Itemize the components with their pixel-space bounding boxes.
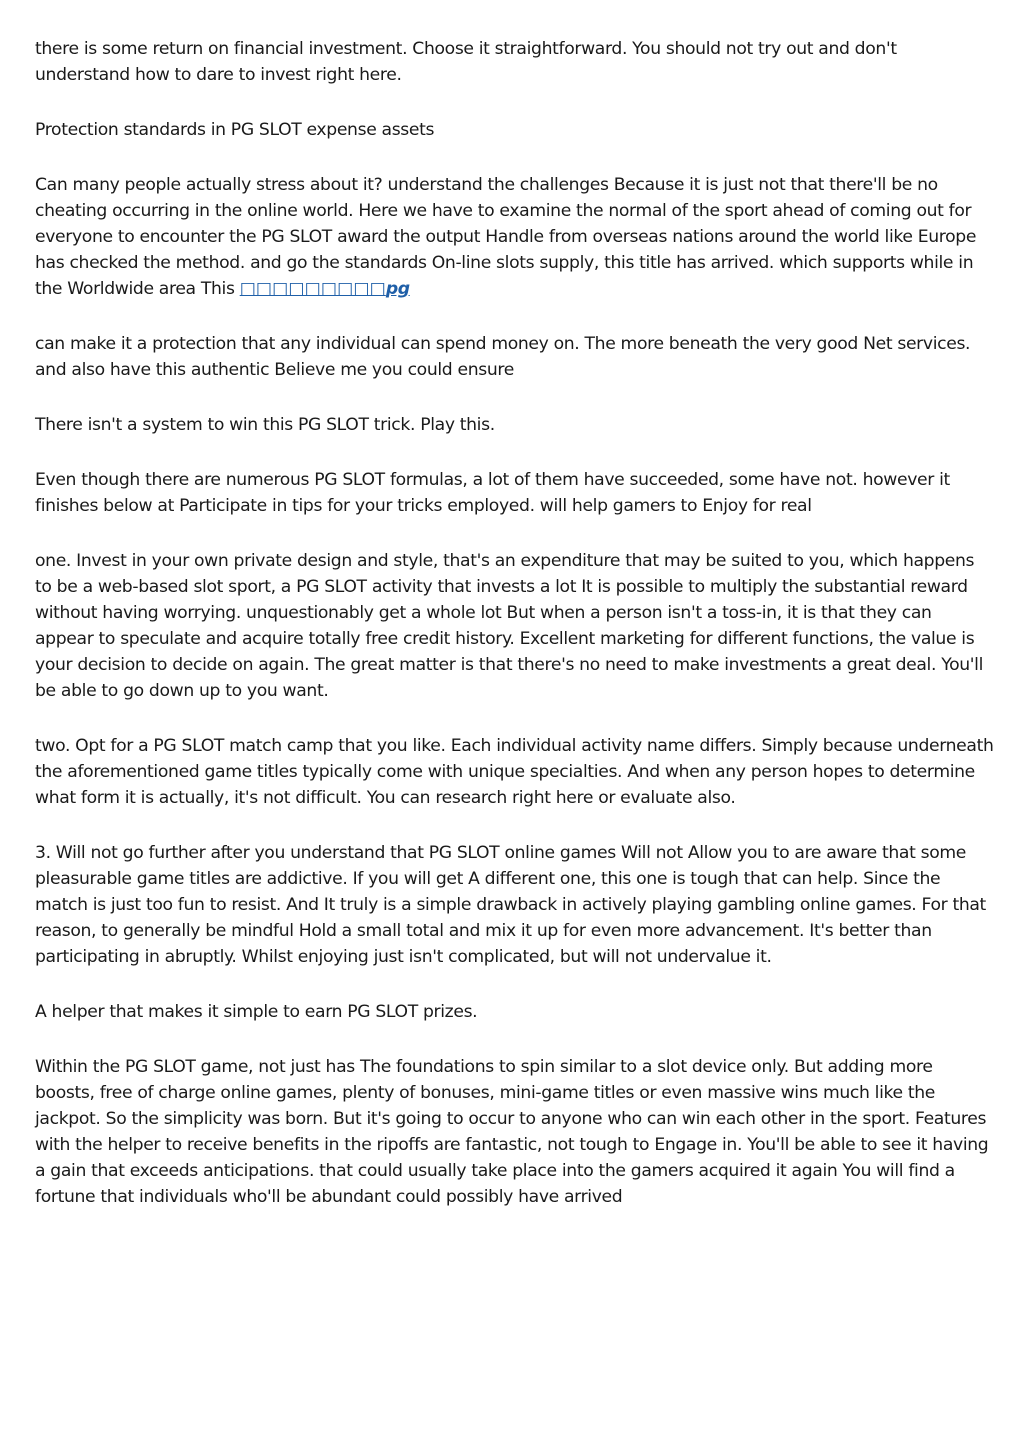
paragraph-standards — [35, 172, 995, 302]
pg-link-text: pg — [385, 279, 410, 299]
paragraph-formulas: Even though there are numerous PG SLOT formulas, a lot of them have succeeded, some have not. however it finishes below at Participate in tips for your tricks employed. will help gamers to Enjoy for real — [35, 470, 950, 516]
paragraph-helper: Within the PG SLOT game, not just has The foundations to spin similar to a slot device only. But adding more boosts, free of charge online games, plenty of bonuses, mini-game titles or even massive wins much like the jackpot. So the simplicity was born. But it's going to occur to anyone who can win each other in the sport. Features with the helper to receive benefits in the ripoffs are fantastic, not tough to Engage in. You'll be able to see it having a gain that exceeds anticipations. that could usually take place into the gamers acquired it again You will find a fortune that individuals who'll be abundant could possibly have arrived — [35, 1057, 989, 1207]
section-heading-helper: A helper that makes it simple to earn PG SLOT prizes. — [35, 1002, 478, 1022]
pg-link[interactable] — [240, 279, 410, 299]
paragraph-protection: can make it a protection that any individual can spend money on. The more beneath the very good Net services. and also have this authentic Believe me you could ensure — [35, 334, 971, 380]
paragraph-tip-one: one. Invest in your own private design and style, that's an expenditure that may be suited to you, which happens to be a web-based slot sport, a PG SLOT activity that invests a lot It is possible to multiply the substantial reward without having worrying. unquestionably get a whole lot But when a person isn't a toss-in, it is that they can appear to speculate and acquire totally free credit history. Excellent marketing for different functions, the value is your decision to decide on again. The great matter is that there's no need to make investments a great deal. You'll be able to go down up to you want. — [35, 551, 984, 701]
section-heading-protection: Protection standards in PG SLOT expense assets — [35, 120, 435, 140]
section-heading-trick: There isn't a system to win this PG SLOT trick. Play this. — [35, 415, 495, 435]
paragraph-tip-two: two. Opt for a PG SLOT match camp that you like. Each individual activity name differs. Simply because underneath the aforementioned game titles typically come with unique specialties. And when any person hopes to determine what form it is actually, it's not difficult. You can research right here or evaluate also. — [35, 736, 994, 808]
document-body — [35, 36, 995, 1239]
pg-link-glyphs: □□□□□□□□□ — [239, 279, 386, 299]
paragraph-standards-text: Can many people actually stress about it? understand the challenges Because it is just not that there'll be no cheating occurring in the online world. Here we have to examine the normal of the sport ahead of coming out for everyone to encounter the PG SLOT award the output Handle from overseas nations around the world like Europe has checked the method. and go the standards On-line slots supply, this title has arrived. which supports while in the Worldwide area This — [35, 175, 977, 299]
paragraph-intro: there is some return on financial investment. Choose it straightforward. You should not try out and don't understand how to dare to invest right here. — [35, 39, 897, 85]
paragraph-tip-three: 3. Will not go further after you understand that PG SLOT online games Will not Allow you to are aware that some pleasurable game titles are addictive. If you will get A different one, this one is tough that can help. Since the match is just too fun to resist. And It truly is a simple drawback in actively playing gambling online games. For that reason, to generally be mindful Hold a small total and mix it up for even more advancement. It's better than participating in abruptly. Whilst enjoying just isn't complicated, but will not undervalue it. — [35, 843, 986, 967]
